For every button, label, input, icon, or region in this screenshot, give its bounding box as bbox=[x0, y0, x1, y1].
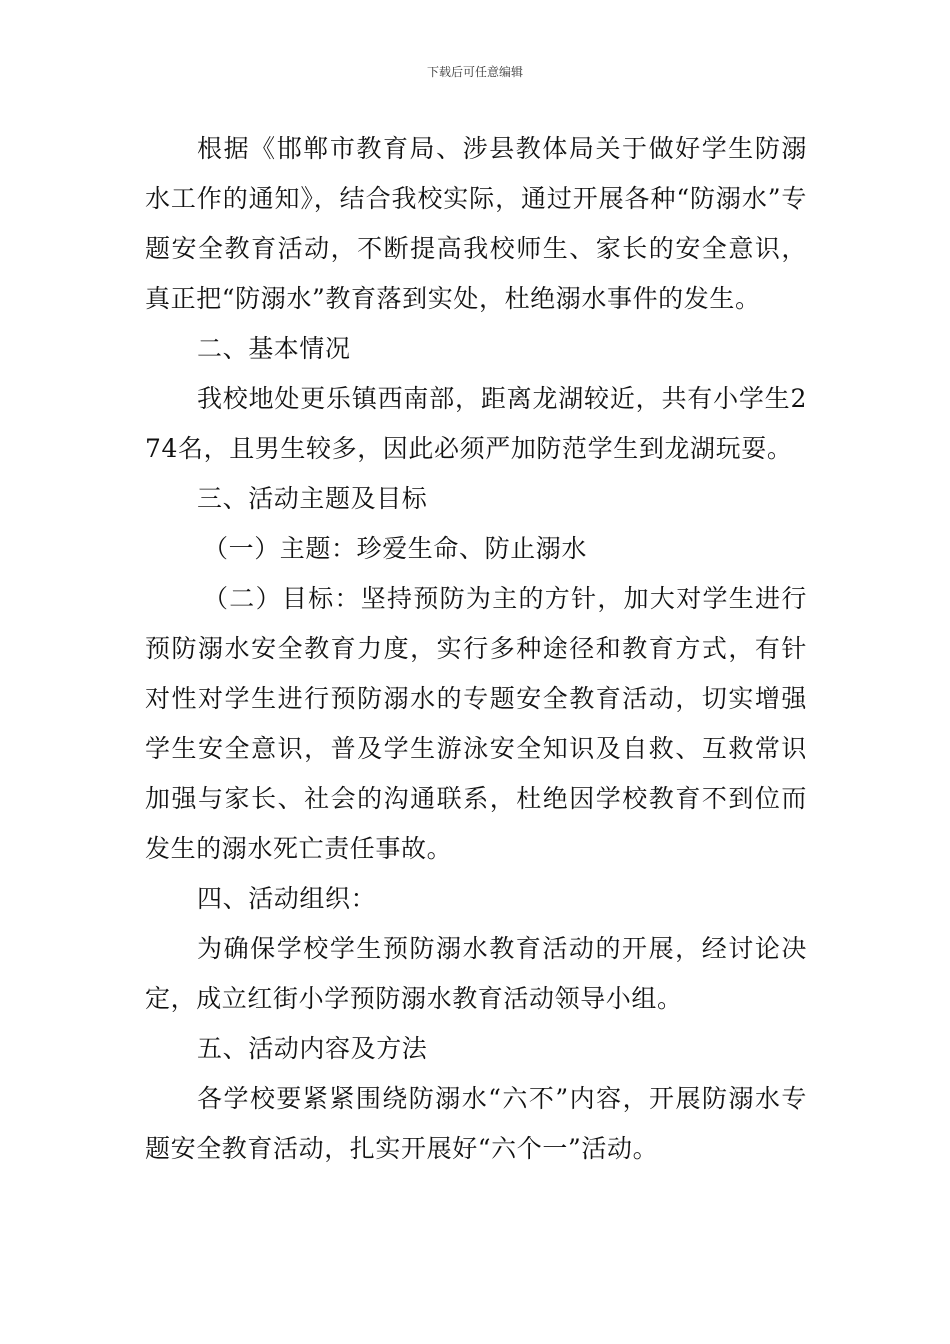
organization-paragraph: 为确保学校学生预防溺水教育活动的开展，经讨论决定，成立红街小学预防溺水教育活动领导小组。 bbox=[145, 934, 807, 1013]
basic-situation-paragraph: 我校地处更乐镇西南部，距离龙湖较近，共有小学生274名，且男生较多，因此必须严加防范学生到龙湖玩耍。 bbox=[145, 384, 807, 463]
section-heading-theme-goals: 三、活动主题及目标 bbox=[197, 484, 428, 513]
section-heading-organization: 四、活动组织： bbox=[197, 884, 377, 913]
page-header: 下载后可任意编辑 bbox=[426, 65, 523, 79]
section-heading-basic-situation: 二、基本情况 bbox=[197, 334, 351, 363]
content-methods-paragraph: 各学校要紧紧围绕防溺水“六不”内容，开展防溺水专题安全教育活动，扎实开展好“六个一”活动。 bbox=[145, 1084, 807, 1163]
goals-paragraph: （二）目标：坚持预防为主的方针，加大对学生进行预防溺水安全教育力度，实行多种途径和教育方式，有针对性对学生进行预防溺水的专题安全教育活动，切实增强学生安全意识，普及学生游泳安全知识及自救、互救常识加强与家长、社会的沟通联系，杜绝因学校教育不到位而发生的溺水死亡责任事故。 bbox=[145, 584, 807, 863]
theme-line: （一）主题：珍爱生命、防止溺水 bbox=[203, 534, 588, 563]
section-heading-content-methods: 五、活动内容及方法 bbox=[197, 1034, 428, 1063]
document-body bbox=[145, 124, 807, 1174]
intro-paragraph: 根据《邯郸市教育局、涉县教体局关于做好学生防溺水工作的通知》，结合我校实际，通过开展各种“防溺水”专题安全教育活动，不断提高我校师生、家长的安全意识，真正把“防溺水”教育落到实处，杜绝溺水事件的发生。 bbox=[145, 134, 807, 313]
